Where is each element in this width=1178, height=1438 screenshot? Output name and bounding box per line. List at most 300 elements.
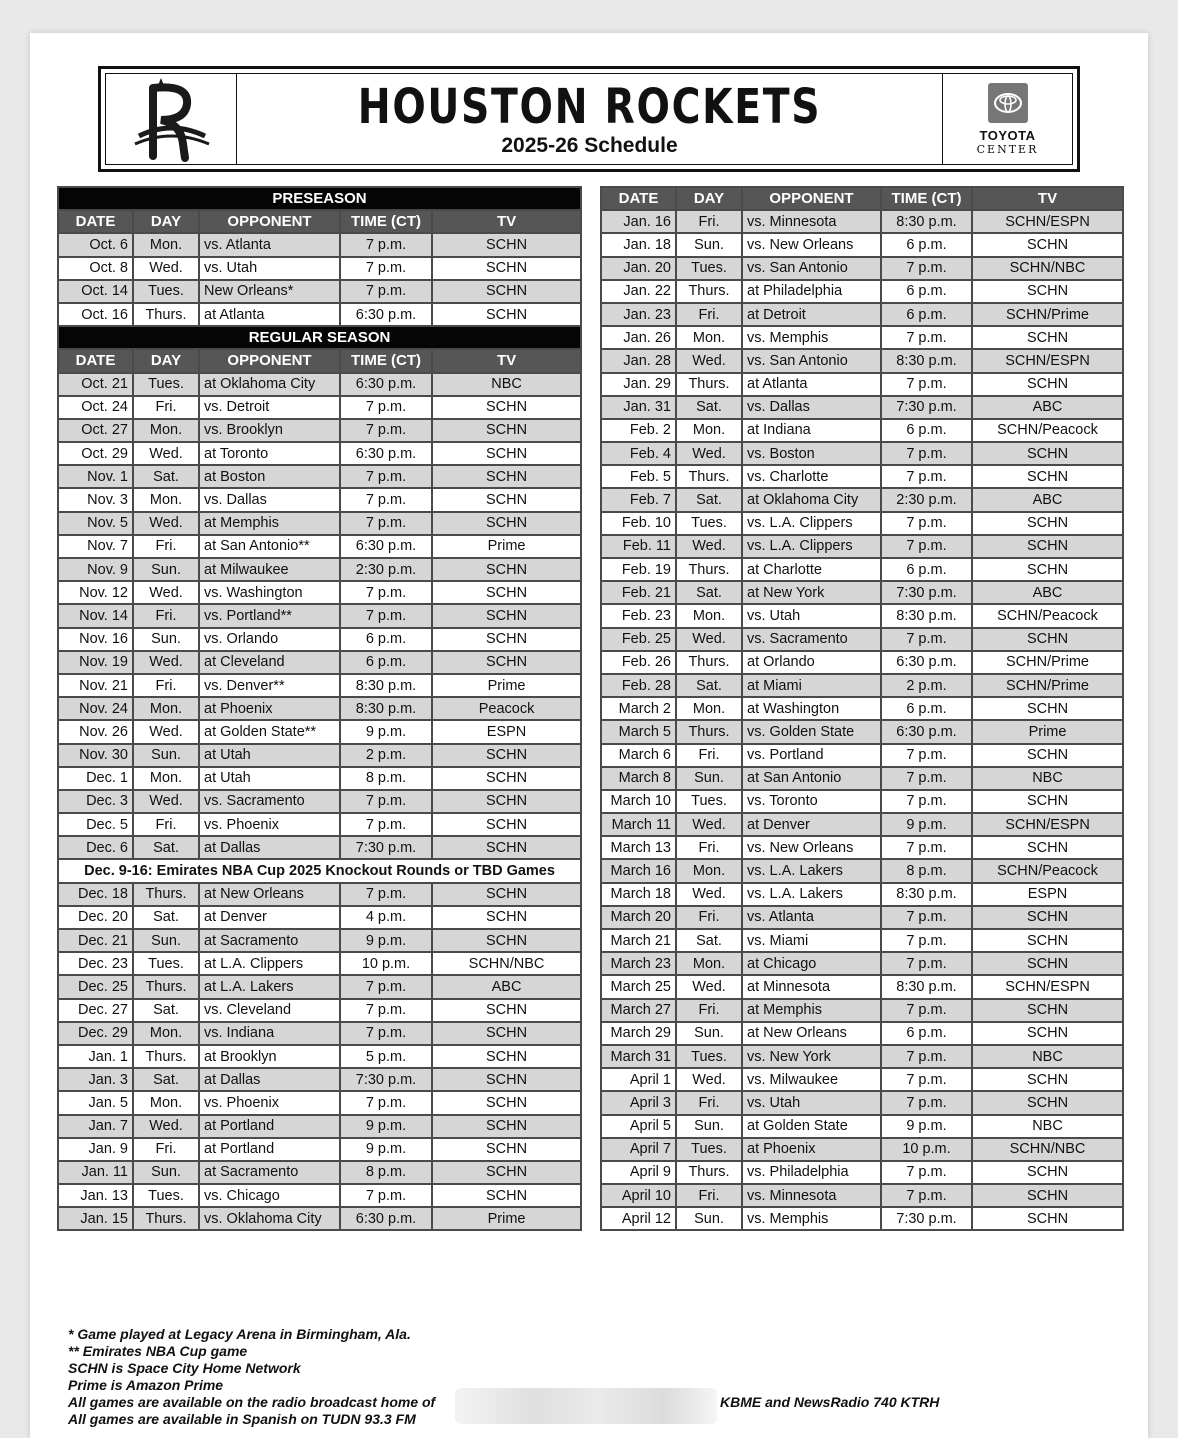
game-tv: Peacock	[432, 697, 581, 720]
game-opponent: at Golden State**	[199, 720, 340, 743]
game-time: 7 p.m.	[881, 628, 972, 651]
game-tv: SCHN	[432, 233, 581, 256]
game-row	[601, 651, 1123, 674]
game-date: Dec. 6	[58, 836, 133, 859]
game-tv: SCHN	[432, 1045, 581, 1068]
game-row	[601, 396, 1123, 419]
game-tv: SCHN	[432, 303, 581, 326]
game-time: 2 p.m.	[881, 674, 972, 697]
game-date: Dec. 1	[58, 767, 133, 790]
game-date: Feb. 19	[601, 558, 676, 581]
game-opponent: vs. Washington	[199, 581, 340, 604]
game-opponent: at Golden State	[742, 1115, 881, 1138]
game-time: 6:30 p.m.	[340, 535, 432, 558]
game-time: 4 p.m.	[340, 906, 432, 929]
game-row	[58, 604, 581, 627]
game-opponent: vs. Utah	[742, 1091, 881, 1114]
game-day: Mon.	[676, 697, 742, 720]
game-row	[601, 488, 1123, 511]
game-opponent: vs. L.A. Clippers	[742, 535, 881, 558]
game-row	[601, 465, 1123, 488]
game-opponent: at Detroit	[742, 303, 881, 326]
game-tv: SCHN	[432, 1068, 581, 1091]
game-opponent: vs. Charlotte	[742, 465, 881, 488]
page-title: HOUSTON ROCKETS	[357, 79, 822, 135]
game-day: Wed.	[676, 349, 742, 372]
game-tv: SCHN	[432, 604, 581, 627]
footnotes	[68, 1326, 435, 1428]
game-opponent: at Charlotte	[742, 558, 881, 581]
game-time: 8 p.m.	[881, 859, 972, 882]
game-day: Sat.	[676, 488, 742, 511]
game-tv: SCHN	[972, 373, 1123, 396]
game-row	[601, 604, 1123, 627]
sponsor-sub: CENTER	[976, 142, 1039, 156]
game-opponent: vs. Sacramento	[742, 628, 881, 651]
game-time: 8:30 p.m.	[881, 975, 972, 998]
game-date: Feb. 2	[601, 419, 676, 442]
game-row	[601, 303, 1123, 326]
game-day: Wed.	[676, 442, 742, 465]
game-tv: SCHN/NBC	[972, 1138, 1123, 1161]
game-tv: SCHN	[432, 929, 581, 952]
game-opponent: vs. Phoenix	[199, 813, 340, 836]
game-day: Mon.	[133, 488, 199, 511]
game-time: 8:30 p.m.	[881, 604, 972, 627]
game-opponent: vs. Detroit	[199, 396, 340, 419]
game-tv: Prime	[972, 720, 1123, 743]
game-date: Feb. 5	[601, 465, 676, 488]
game-row	[601, 257, 1123, 280]
game-row	[58, 697, 581, 720]
game-date: April 7	[601, 1138, 676, 1161]
game-day: Fri.	[133, 813, 199, 836]
game-time: 6 p.m.	[881, 558, 972, 581]
game-row	[601, 790, 1123, 813]
sponsor-cell	[942, 74, 1072, 164]
game-row	[58, 257, 581, 280]
game-date: Dec. 5	[58, 813, 133, 836]
game-day: Mon.	[133, 767, 199, 790]
game-day: Mon.	[676, 859, 742, 882]
game-time: 7:30 p.m.	[881, 581, 972, 604]
game-date: Oct. 8	[58, 257, 133, 280]
game-day: Thurs.	[133, 1207, 199, 1230]
game-day: Fri.	[676, 210, 742, 233]
game-time: 6 p.m.	[881, 1022, 972, 1045]
regular-season-header	[58, 326, 581, 349]
game-date: March 27	[601, 999, 676, 1022]
game-time: 6:30 p.m.	[340, 303, 432, 326]
game-time: 6 p.m.	[881, 697, 972, 720]
game-time: 7 p.m.	[881, 512, 972, 535]
game-tv: SCHN/ESPN	[972, 210, 1123, 233]
game-opponent: at Phoenix	[742, 1138, 881, 1161]
game-tv: SCHN/ESPN	[972, 975, 1123, 998]
game-time: 9 p.m.	[340, 1115, 432, 1138]
game-date: Jan. 31	[601, 396, 676, 419]
game-row	[58, 442, 581, 465]
game-date: Nov. 26	[58, 720, 133, 743]
game-date: Dec. 27	[58, 999, 133, 1022]
game-date: Feb. 26	[601, 651, 676, 674]
game-date: Oct. 14	[58, 280, 133, 303]
game-time: 8:30 p.m.	[340, 697, 432, 720]
game-row	[58, 744, 581, 767]
game-day: Thurs.	[676, 373, 742, 396]
column-header: DAY	[676, 187, 742, 210]
game-time: 7:30 p.m.	[340, 836, 432, 859]
game-opponent: vs. L.A. Lakers	[742, 859, 881, 882]
game-row	[601, 1115, 1123, 1138]
game-row	[601, 929, 1123, 952]
game-date: March 16	[601, 859, 676, 882]
game-tv: SCHN	[432, 442, 581, 465]
game-row	[58, 465, 581, 488]
game-day: Wed.	[133, 512, 199, 535]
game-opponent: at Toronto	[199, 442, 340, 465]
game-day: Wed.	[133, 257, 199, 280]
game-tv: SCHN	[432, 581, 581, 604]
game-tv: SCHN	[432, 906, 581, 929]
game-date: March 2	[601, 697, 676, 720]
game-row	[601, 744, 1123, 767]
game-time: 7 p.m.	[881, 465, 972, 488]
game-opponent: at Memphis	[742, 999, 881, 1022]
game-row	[601, 906, 1123, 929]
page-subtitle: 2025-26 Schedule	[501, 134, 678, 157]
game-time: 7 p.m.	[340, 604, 432, 627]
game-date: Jan. 26	[601, 326, 676, 349]
footnote: All games are available in Spanish on TUDN 93.3 FM	[68, 1411, 416, 1427]
game-day: Sat.	[676, 929, 742, 952]
game-row	[58, 1068, 581, 1091]
game-opponent: at Utah	[199, 767, 340, 790]
game-opponent: vs. San Antonio	[742, 349, 881, 372]
column-header: TV	[972, 187, 1123, 210]
game-tv: SCHN	[972, 233, 1123, 256]
rockets-logo-icon	[131, 74, 211, 164]
game-day: Sun.	[133, 1161, 199, 1184]
game-opponent: at Denver	[742, 813, 881, 836]
game-date: Dec. 18	[58, 883, 133, 906]
game-opponent: at Denver	[199, 906, 340, 929]
game-opponent: at New Orleans	[199, 883, 340, 906]
game-tv: SCHN	[432, 628, 581, 651]
game-tv: SCHN	[972, 952, 1123, 975]
game-row	[58, 419, 581, 442]
game-tv: SCHN	[432, 813, 581, 836]
game-row	[601, 767, 1123, 790]
game-time: 7 p.m.	[340, 396, 432, 419]
column-header: DATE	[601, 187, 676, 210]
game-opponent: vs. Boston	[742, 442, 881, 465]
game-day: Mon.	[676, 419, 742, 442]
game-opponent: at Indiana	[742, 419, 881, 442]
game-day: Fri.	[676, 999, 742, 1022]
game-date: Feb. 11	[601, 535, 676, 558]
game-date: Dec. 23	[58, 952, 133, 975]
game-time: 2 p.m.	[340, 744, 432, 767]
game-date: Jan. 15	[58, 1207, 133, 1230]
game-opponent: at Utah	[199, 744, 340, 767]
game-row	[58, 999, 581, 1022]
game-row	[58, 975, 581, 998]
game-date: March 31	[601, 1045, 676, 1068]
game-day: Wed.	[133, 442, 199, 465]
game-opponent: vs. Memphis	[742, 1207, 881, 1230]
game-day: Fri.	[133, 396, 199, 419]
game-tv: SCHN/NBC	[432, 952, 581, 975]
game-row	[601, 628, 1123, 651]
game-date: Nov. 9	[58, 558, 133, 581]
game-time: 6 p.m.	[340, 651, 432, 674]
game-tv: SCHN	[432, 1161, 581, 1184]
game-tv: SCHN/Prime	[972, 303, 1123, 326]
game-tv: SCHN/Prime	[972, 651, 1123, 674]
game-time: 7 p.m.	[340, 257, 432, 280]
game-row	[601, 1138, 1123, 1161]
game-date: Oct. 16	[58, 303, 133, 326]
game-day: Sun.	[676, 1115, 742, 1138]
game-date: Nov. 7	[58, 535, 133, 558]
game-date: Oct. 27	[58, 419, 133, 442]
game-day: Tues.	[676, 512, 742, 535]
game-time: 6:30 p.m.	[881, 651, 972, 674]
game-opponent: at Dallas	[199, 1068, 340, 1091]
game-opponent: vs. New York	[742, 1045, 881, 1068]
footnote: All games are available on the radio broadcast home of	[68, 1394, 436, 1410]
game-row	[58, 1138, 581, 1161]
game-date: March 5	[601, 720, 676, 743]
game-row	[601, 952, 1123, 975]
game-tv: SCHN	[432, 257, 581, 280]
footnote: Prime is Amazon Prime	[68, 1377, 224, 1393]
game-row	[58, 233, 581, 256]
game-row	[601, 1068, 1123, 1091]
game-time: 6 p.m.	[340, 628, 432, 651]
schedule-header	[98, 66, 1080, 172]
game-time: 7:30 p.m.	[881, 396, 972, 419]
redacted-area	[455, 1388, 717, 1424]
game-time: 7 p.m.	[340, 1091, 432, 1114]
game-day: Mon.	[676, 326, 742, 349]
game-tv: SCHN	[972, 929, 1123, 952]
game-day: Thurs.	[676, 1161, 742, 1184]
game-opponent: vs. Indiana	[199, 1022, 340, 1045]
game-tv: SCHN	[972, 628, 1123, 651]
game-day: Thurs.	[133, 303, 199, 326]
game-day: Tues.	[133, 280, 199, 303]
game-time: 7:30 p.m.	[881, 1207, 972, 1230]
game-day: Mon.	[133, 1022, 199, 1045]
game-opponent: at Portland	[199, 1138, 340, 1161]
game-time: 10 p.m.	[340, 952, 432, 975]
game-opponent: vs. Toronto	[742, 790, 881, 813]
game-date: Nov. 5	[58, 512, 133, 535]
game-day: Fri.	[676, 1091, 742, 1114]
game-tv: SCHN	[972, 1068, 1123, 1091]
game-day: Wed.	[133, 581, 199, 604]
game-date: Oct. 29	[58, 442, 133, 465]
nba-cup-banner-text: Dec. 9-16: Emirates NBA Cup 2025 Knockout Rounds or TBD Games	[58, 859, 581, 882]
game-time: 7 p.m.	[340, 813, 432, 836]
game-day: Thurs.	[133, 975, 199, 998]
game-opponent: vs. Denver**	[199, 674, 340, 697]
game-row	[601, 883, 1123, 906]
game-tv: SCHN	[972, 744, 1123, 767]
game-opponent: at San Antonio**	[199, 535, 340, 558]
game-opponent: vs. Portland	[742, 744, 881, 767]
column-header-row	[601, 187, 1123, 210]
game-row	[58, 906, 581, 929]
game-day: Sun.	[676, 233, 742, 256]
game-row	[601, 326, 1123, 349]
game-tv: SCHN	[972, 790, 1123, 813]
game-tv: SCHN	[432, 280, 581, 303]
game-opponent: vs. Orlando	[199, 628, 340, 651]
game-day: Fri.	[676, 1184, 742, 1207]
game-opponent: vs. New Orleans	[742, 233, 881, 256]
game-tv: SCHN	[432, 767, 581, 790]
game-date: April 5	[601, 1115, 676, 1138]
column-header: TIME (CT)	[340, 349, 432, 372]
game-tv: NBC	[972, 1115, 1123, 1138]
game-opponent: at Brooklyn	[199, 1045, 340, 1068]
game-row	[601, 442, 1123, 465]
game-date: Dec. 20	[58, 906, 133, 929]
game-time: 6 p.m.	[881, 280, 972, 303]
game-day: Sat.	[133, 836, 199, 859]
game-opponent: at Miami	[742, 674, 881, 697]
game-day: Sun.	[133, 628, 199, 651]
game-row	[58, 929, 581, 952]
game-day: Mon.	[676, 952, 742, 975]
game-day: Sun.	[676, 1022, 742, 1045]
game-opponent: vs. Miami	[742, 929, 881, 952]
game-date: Nov. 12	[58, 581, 133, 604]
game-time: 7 p.m.	[881, 906, 972, 929]
game-row	[601, 1184, 1123, 1207]
game-opponent: vs. L.A. Clippers	[742, 512, 881, 535]
game-opponent: vs. Minnesota	[742, 1184, 881, 1207]
game-tv: SCHN	[972, 326, 1123, 349]
game-tv: SCHN/Peacock	[972, 604, 1123, 627]
left-schedule-table	[57, 186, 582, 1231]
game-row	[58, 1184, 581, 1207]
game-date: April 12	[601, 1207, 676, 1230]
game-opponent: at Memphis	[199, 512, 340, 535]
game-date: Feb. 28	[601, 674, 676, 697]
column-header: TIME (CT)	[340, 210, 432, 233]
game-opponent: vs. Chicago	[199, 1184, 340, 1207]
game-tv: SCHN/Peacock	[972, 859, 1123, 882]
game-date: Feb. 23	[601, 604, 676, 627]
game-row	[601, 373, 1123, 396]
game-row	[58, 396, 581, 419]
game-tv: SCHN	[432, 883, 581, 906]
game-tv: SCHN	[432, 651, 581, 674]
game-date: Jan. 29	[601, 373, 676, 396]
game-date: March 25	[601, 975, 676, 998]
game-day: Sat.	[133, 906, 199, 929]
game-day: Wed.	[133, 651, 199, 674]
column-header: TV	[432, 210, 581, 233]
game-time: 2:30 p.m.	[340, 558, 432, 581]
game-row	[58, 1091, 581, 1114]
game-opponent: at San Antonio	[742, 767, 881, 790]
game-row	[601, 581, 1123, 604]
game-time: 7 p.m.	[340, 465, 432, 488]
game-opponent: vs. Sacramento	[199, 790, 340, 813]
game-opponent: vs. Milwaukee	[742, 1068, 881, 1091]
game-row	[601, 1022, 1123, 1045]
game-date: Oct. 6	[58, 233, 133, 256]
game-row	[601, 512, 1123, 535]
game-day: Thurs.	[676, 280, 742, 303]
game-time: 7 p.m.	[340, 512, 432, 535]
game-time: 7 p.m.	[340, 488, 432, 511]
game-day: Mon.	[676, 604, 742, 627]
game-tv: SCHN/ESPN	[972, 349, 1123, 372]
game-row	[601, 999, 1123, 1022]
game-row	[601, 535, 1123, 558]
game-row	[58, 790, 581, 813]
game-date: Nov. 16	[58, 628, 133, 651]
game-day: Thurs.	[676, 720, 742, 743]
game-tv: SCHN	[972, 1184, 1123, 1207]
game-opponent: at Washington	[742, 697, 881, 720]
game-row	[58, 581, 581, 604]
game-opponent: vs. L.A. Lakers	[742, 883, 881, 906]
game-time: 9 p.m.	[340, 929, 432, 952]
game-row	[601, 1207, 1123, 1230]
game-time: 10 p.m.	[881, 1138, 972, 1161]
game-opponent: at Phoenix	[199, 697, 340, 720]
column-header: DAY	[133, 210, 199, 233]
game-tv: SCHN	[432, 744, 581, 767]
game-time: 7 p.m.	[881, 1045, 972, 1068]
game-tv: SCHN	[432, 1184, 581, 1207]
game-time: 7 p.m.	[881, 836, 972, 859]
game-time: 9 p.m.	[340, 1138, 432, 1161]
game-time: 7 p.m.	[340, 975, 432, 998]
game-date: Dec. 3	[58, 790, 133, 813]
game-opponent: vs. Atlanta	[199, 233, 340, 256]
game-day: Thurs.	[676, 465, 742, 488]
game-day: Sat.	[676, 674, 742, 697]
game-time: 7 p.m.	[881, 999, 972, 1022]
game-day: Wed.	[676, 628, 742, 651]
game-day: Tues.	[676, 790, 742, 813]
game-tv: ESPN	[972, 883, 1123, 906]
game-tv: Prime	[432, 674, 581, 697]
game-date: Jan. 22	[601, 280, 676, 303]
game-day: Wed.	[676, 535, 742, 558]
game-tv: SCHN	[972, 558, 1123, 581]
game-date: Nov. 21	[58, 674, 133, 697]
game-row	[58, 674, 581, 697]
game-day: Mon.	[133, 1091, 199, 1114]
column-header: OPPONENT	[199, 349, 340, 372]
game-tv: SCHN	[432, 1091, 581, 1114]
game-opponent: at Minnesota	[742, 975, 881, 998]
game-time: 7 p.m.	[881, 1161, 972, 1184]
game-tv: SCHN	[972, 906, 1123, 929]
game-date: Jan. 9	[58, 1138, 133, 1161]
game-tv: SCHN	[972, 512, 1123, 535]
game-day: Sun.	[133, 744, 199, 767]
